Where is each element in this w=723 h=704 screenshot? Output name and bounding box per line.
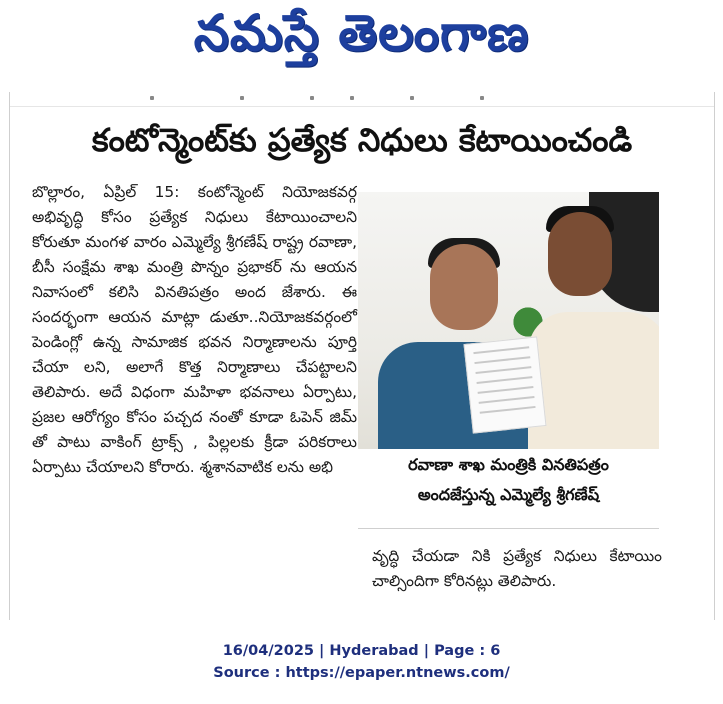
masthead	[0, 0, 723, 78]
clipping-top-edge	[10, 92, 714, 107]
caption-divider	[358, 528, 659, 529]
source-link[interactable]: Source : https://epaper.ntnews.com/	[213, 665, 510, 681]
edition-info: 16/04/2025 | Hyderabad | Page : 6	[222, 643, 501, 659]
newspaper-logo: నమస్తే తెలంగాణ	[193, 3, 530, 62]
article-photo	[358, 192, 659, 449]
photo-caption	[358, 450, 659, 520]
page-footer	[0, 640, 723, 684]
photo-petition-paper	[463, 336, 546, 433]
article-body-right-column: వృద్ధి చేయడా నికి ప్రత్యేక నిధులు కేటాయిం చాల్సిందిగా కోరినట్లు తెలిపారు.	[372, 547, 662, 590]
photo-person-mla	[528, 312, 659, 449]
article-headline: కంటోన్మెంట్‌కు ప్రత్యేక నిధులు కేటాయించండి	[91, 121, 633, 159]
news-clipping	[9, 92, 715, 620]
photo-caption-line-2: అందజేస్తున్న ఎమ్మెల్యే శ్రీగణేష్	[417, 485, 600, 504]
photo-caption-line-1: రవాణా శాఖ మంత్రికి వినతిపత్రం	[408, 455, 609, 474]
article-body-left-column: బొల్లారం, ఏప్రిల్ 15: కంటోన్మెంట్ నియోజకవర్గ అభివృద్ధి కోసం ప్రత్యేక నిధులు కేటాయించాలని కోరుతూ మంగళ వారం ఎమ్మెల్యే శ్రీగణేష్ రాష్ట్ర రవాణా, బీసీ సంక్షేమ శాఖ మంత్రి పొన్నం ప్రభాకర్ ను ఆయన నివాసంలో కలిసి వినతిపత్రం అంద జేశారు. ఈ సందర్భంగా ఆయన మాట్లా డుతూ..నియోజకవర్గంలో పెండింగ్లో ఉన్న సామాజిక భవన నిర్మాణాలను పూర్తి చేయా లని, అలాగే కొత్త నిర్మాణాలు చేపట్టాలని తెలిపారు. అదే విధంగా మహిళా భవనాలు ఏర్పాటు, ప్రజల ఆరోగ్యం కోసం పచ్చద నంతో కూడా ఓపెన్ జిమ్ తో పాటు వాకింగ్ ట్రాక్స్ , పిల్లలకు క్రీడా పరికరాలు ఏర్పాటు చేయాలని కోరారు. శ్మశానవాటిక లను అభి	[32, 183, 357, 476]
